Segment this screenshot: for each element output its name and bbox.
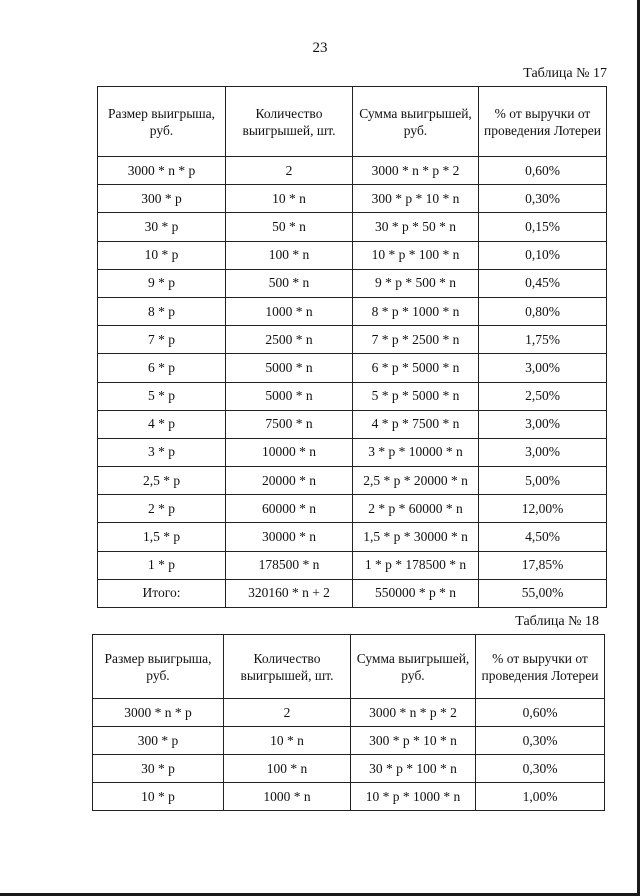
cell-revenue-percent: 55,00% [479,579,607,607]
cell-prize-count: 100 * n [224,755,351,783]
table-row [93,755,605,783]
cell-prize-count: 10 * n [226,185,353,213]
page-number: 23 [312,40,328,56]
cell-prize-size: 8 * p [98,297,226,325]
cell-prize-size: 1 * p [98,551,226,579]
cell-prize-sum: 1,5 * p * 30000 * n [353,523,479,551]
cell-prize-count: 50 * n [226,213,353,241]
cell-prize-count: 2 [226,157,353,185]
cell-prize-count: 100 * n [226,241,353,269]
cell-prize-sum: 6 * p * 5000 * n [353,354,479,382]
table-row [98,326,607,354]
cell-prize-size: 6 * p [98,354,226,382]
table-row [98,523,607,551]
cell-prize-size: 2,5 * p [98,467,226,495]
cell-prize-sum: 2 * p * 60000 * n [353,495,479,523]
table-row [98,495,607,523]
cell-prize-sum: 5 * p * 5000 * n [353,382,479,410]
cell-revenue-percent: 5,00% [479,467,607,495]
cell-prize-size: 3000 * n * p [93,699,224,727]
cell-prize-count: 320160 * n + 2 [226,579,353,607]
cell-prize-sum: 7 * p * 2500 * n [353,326,479,354]
cell-revenue-percent: 0,30% [479,185,607,213]
table-row [98,382,607,410]
table-row [98,354,607,382]
cell-prize-sum: 1 * p * 178500 * n [353,551,479,579]
cell-prize-count: 10 * n [224,727,351,755]
cell-revenue-percent: 3,00% [479,410,607,438]
cell-prize-sum: 3000 * n * p * 2 [353,157,479,185]
cell-prize-sum: 10 * p * 1000 * n [351,783,476,811]
cell-prize-size: 1,5 * p [98,523,226,551]
cell-prize-sum: 3 * p * 10000 * n [353,438,479,466]
cell-prize-sum: 2,5 * p * 20000 * n [353,467,479,495]
table-row [98,551,607,579]
cell-prize-sum: 550000 * p * n [353,579,479,607]
table-17-body [98,157,607,608]
cell-prize-size: 30 * p [98,213,226,241]
cell-prize-size: Итого: [98,579,226,607]
cell-prize-count: 1000 * n [224,783,351,811]
header-revenue-percent: % от выручки от проведения Лотереи [479,87,607,157]
cell-prize-size: 30 * p [93,755,224,783]
table-row [93,727,605,755]
table-row [93,783,605,811]
cell-prize-sum: 4 * p * 7500 * n [353,410,479,438]
cell-prize-size: 300 * p [98,185,226,213]
cell-prize-count: 2500 * n [226,326,353,354]
table-row [98,269,607,297]
cell-revenue-percent: 1,75% [479,326,607,354]
cell-revenue-percent: 0,45% [479,269,607,297]
table-row [98,410,607,438]
table-header-row [98,87,607,157]
cell-prize-size: 9 * p [98,269,226,297]
cell-prize-count: 7500 * n [226,410,353,438]
table-row [98,241,607,269]
cell-revenue-percent: 3,00% [479,438,607,466]
cell-prize-size: 10 * p [98,241,226,269]
cell-revenue-percent: 1,00% [476,783,605,811]
cell-revenue-percent: 0,15% [479,213,607,241]
cell-prize-size: 7 * p [98,326,226,354]
table-18-caption: Таблица № 18 [515,614,599,629]
header-prize-count: Количество выигрышей, шт. [224,635,351,699]
cell-prize-size: 4 * p [98,410,226,438]
cell-revenue-percent: 4,50% [479,523,607,551]
table-row [98,213,607,241]
table-17-caption: Таблица № 17 [523,66,607,81]
cell-prize-sum: 3000 * n * p * 2 [351,699,476,727]
table-row [98,157,607,185]
cell-prize-size: 300 * p [93,727,224,755]
cell-prize-count: 2 [224,699,351,727]
cell-prize-count: 60000 * n [226,495,353,523]
cell-prize-count: 178500 * n [226,551,353,579]
cell-prize-sum: 8 * p * 1000 * n [353,297,479,325]
cell-prize-count: 5000 * n [226,354,353,382]
cell-prize-size: 10 * p [93,783,224,811]
cell-prize-sum: 30 * p * 50 * n [353,213,479,241]
cell-prize-count: 30000 * n [226,523,353,551]
cell-prize-sum: 300 * p * 10 * n [351,727,476,755]
cell-prize-sum: 9 * p * 500 * n [353,269,479,297]
table-header-row [93,635,605,699]
cell-revenue-percent: 2,50% [479,382,607,410]
cell-prize-size: 2 * p [98,495,226,523]
cell-prize-count: 5000 * n [226,382,353,410]
header-prize-size: Размер выигрыша, руб. [93,635,224,699]
header-prize-sum: Сумма выигрышей, руб. [353,87,479,157]
cell-prize-count: 20000 * n [226,467,353,495]
table-row [98,185,607,213]
cell-revenue-percent: 0,10% [479,241,607,269]
header-prize-count: Количество выигрышей, шт. [226,87,353,157]
cell-revenue-percent: 3,00% [479,354,607,382]
cell-prize-sum: 10 * p * 100 * n [353,241,479,269]
cell-prize-size: 5 * p [98,382,226,410]
cell-revenue-percent: 0,30% [476,727,605,755]
cell-revenue-percent: 0,60% [476,699,605,727]
cell-revenue-percent: 17,85% [479,551,607,579]
cell-prize-size: 3000 * n * p [98,157,226,185]
table-row [93,699,605,727]
cell-prize-sum: 300 * p * 10 * n [353,185,479,213]
cell-revenue-percent: 0,30% [476,755,605,783]
cell-prize-count: 10000 * n [226,438,353,466]
table-17 [97,86,607,608]
cell-prize-sum: 30 * p * 100 * n [351,755,476,783]
cell-revenue-percent: 12,00% [479,495,607,523]
table-18-body [93,699,605,811]
table-row [98,297,607,325]
cell-revenue-percent: 0,80% [479,297,607,325]
cell-prize-size: 3 * p [98,438,226,466]
cell-revenue-percent: 0,60% [479,157,607,185]
table-row [98,579,607,607]
header-prize-sum: Сумма выигрышей, руб. [351,635,476,699]
cell-prize-count: 1000 * n [226,297,353,325]
header-prize-size: Размер выигрыша, руб. [98,87,226,157]
header-revenue-percent: % от выручки от проведения Лотереи [476,635,605,699]
cell-prize-count: 500 * n [226,269,353,297]
table-row [98,438,607,466]
table-row [98,467,607,495]
table-18 [92,634,605,811]
